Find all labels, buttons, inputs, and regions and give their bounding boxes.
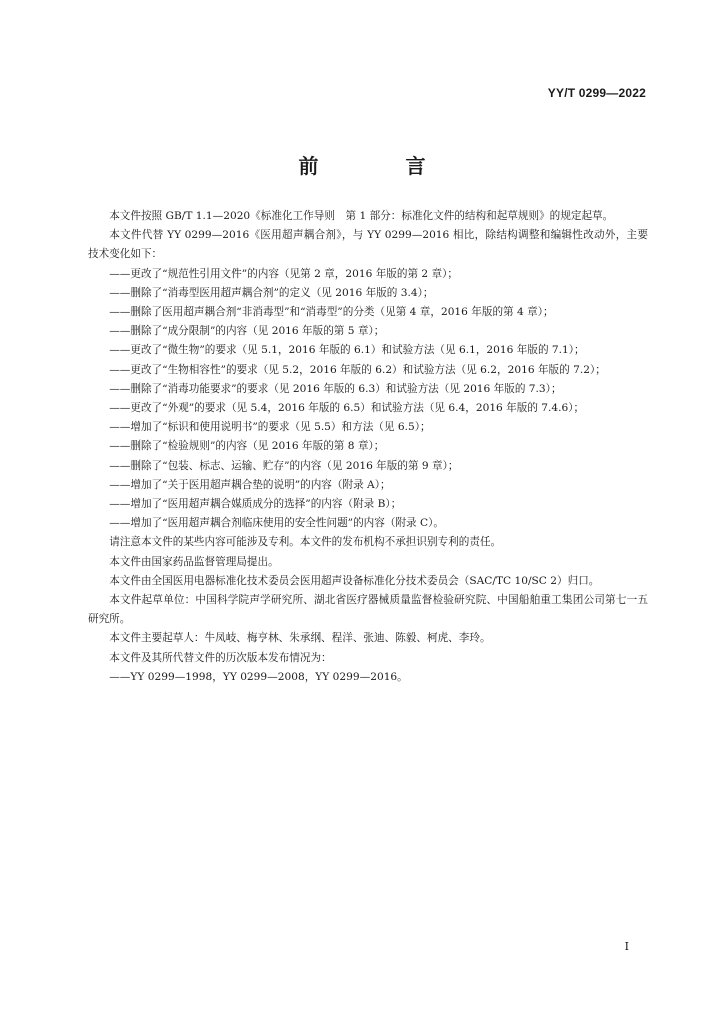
history-item: ——YY 0299—1998，YY 0299—2008，YY 0299—2016。 (109, 670, 408, 683)
change-item: ——更改了“微生物”的要求（见 5.1，2016 年版的 6.1）和试验方法（见 6.1，2016 年版的 7.1）； (109, 344, 585, 357)
change-item: ——删除了“成分限制”的内容（见 2016 年版的第 5 章）； (109, 325, 385, 338)
change-item: ——增加了“医用超声耦合媒质成分的选择”的内容（附录 B）； (109, 498, 402, 511)
paragraph-committee: 本文件由全国医用电器标准化技术委员会医用超声设备标准化分技术委员会（SAC/TC 10/SC 2）归口。 (109, 574, 600, 587)
change-item: ——删除了医用超声耦合剂“非消毒型”和“消毒型”的分类（见第 4 章，2016 年版的第 4 章）； (109, 306, 554, 319)
page-title: 前 言 (298, 154, 466, 178)
change-item: ——删除了“检验规则”的内容（见 2016 年版的第 8 章）； (109, 440, 385, 453)
change-item: ——增加了“关于医用超声耦合垫的说明”的内容（附录 A）； (109, 478, 391, 491)
change-item: ——删除了“消毒型医用超声耦合剂”的定义（见 2016 年版的 3.4）； (109, 286, 434, 299)
paragraph-drafting-rules: 本文件按照 GB/T 1.1—2020《标准化工作导则 第 1 部分：标准化文件的结构和起草规则》的规定起草。 (109, 210, 614, 222)
change-item: ——更改了“规范性引用文件”的内容（见第 2 章，2016 年版的第 2 章）； (109, 267, 459, 280)
change-item: ——增加了“标识和使用说明书”的要求（见 5.5）和方法（见 6.5）； (109, 421, 431, 434)
page-number: I (624, 940, 629, 953)
paragraph-drafters: 本文件主要起草人：牛凤岐、梅亨林、朱承纲、程洋、张迪、陈毅、柯虎、李玲。 (109, 632, 491, 645)
paragraph-patent-notice: 请注意本文件的某些内容可能涉及专利。本文件的发布机构不承担识别专利的责任。 (109, 536, 502, 549)
change-item: ——删除了“消毒功能要求”的要求（见 2016 年版的 6.3）和试验方法（见 2016 年版的 7.3）； (109, 382, 562, 395)
foreword-body (88, 207, 648, 687)
change-item: ——更改了“外观”的要求（见 5.4，2016 年版的 6.5）和试验方法（见 6.4，2016 年版的 7.4.6）； (109, 402, 585, 415)
paragraph-proposer: 本文件由国家药品监督管理局提出。 (109, 555, 279, 568)
paragraph-drafting-units: 本文件起草单位：中国科学院声学研究所、湖北省医疗器械质量监督检验研究院、中国船舶重工集团公司第七一五研究所。 (88, 594, 648, 626)
standard-code: YY/T 0299—2022 (547, 86, 646, 100)
paragraph-replacement: 本文件代替 YY 0299—2016《医用超声耦合剂》，与 YY 0299—2016 相比，除结构调整和编辑性改动外，主要技术变化如下： (88, 229, 648, 261)
change-item: ——删除了“包装、标志、运输、贮存”的内容（见 2016 年版的第 9 章）； (109, 459, 459, 472)
change-item: ——更改了“生物相容性”的要求（见 5.2，2016 年版的 6.2）和试验方法（见 6.2，2016 年版的 7.2）； (109, 363, 606, 376)
change-item: ——增加了“医用超声耦合剂临床使用的安全性问题”的内容（附录 C）。 (109, 517, 445, 530)
paragraph-history-intro: 本文件及其所代替文件的历次版本发布情况为： (109, 651, 332, 664)
